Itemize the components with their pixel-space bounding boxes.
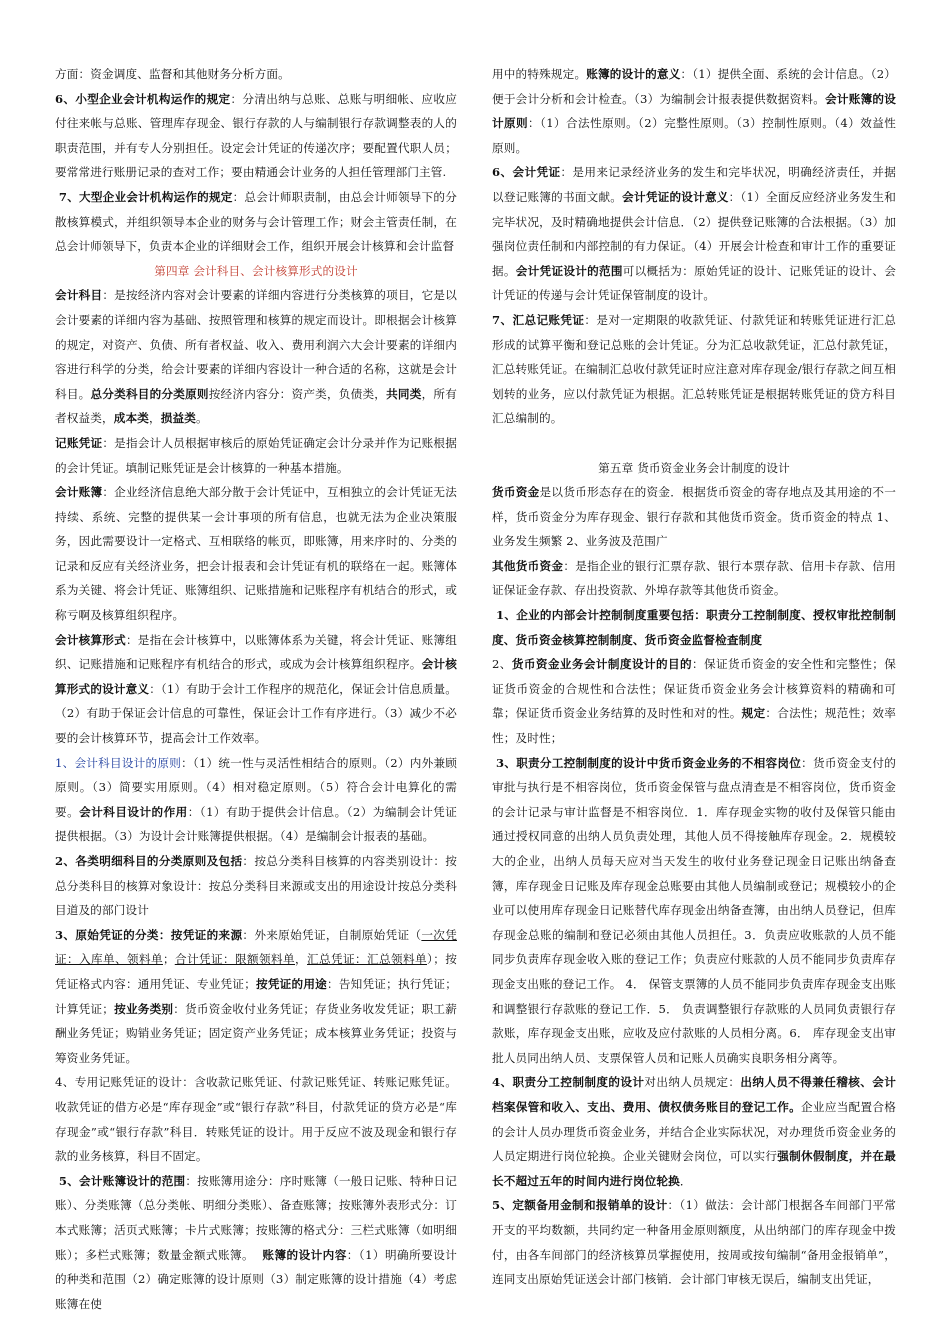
term: 规定: [741, 706, 766, 721]
paragraph: [55, 751, 457, 849]
term: 按业务类别: [114, 1001, 174, 1016]
paragraph: [492, 160, 896, 308]
text: 对出纳人员规定：: [644, 1075, 741, 1090]
term: 损益类: [160, 411, 196, 426]
left-column: [55, 62, 457, 1316]
paragraph: [55, 628, 457, 751]
term: 3、原始凭证的分类：按凭证的来源: [55, 927, 243, 942]
paragraph: [492, 480, 896, 554]
term: 会计核算形式的设计意义: [55, 657, 458, 696]
term: 账簿的设计内容: [262, 1247, 347, 1262]
term: 会计账簿的设计原则: [492, 91, 896, 131]
paragraph: [55, 283, 457, 431]
text: ：（1）提供全面、系统的会计信息。（2）便于会计分析和会计检查。（3）为编制会计报表提供数据资料。: [492, 67, 897, 106]
paragraph: [55, 1169, 457, 1317]
term: 账簿的设计的意义: [586, 67, 681, 81]
text: ）；按凭证格式内容：通用凭证、专业凭证；: [55, 952, 457, 991]
underlined-text: 一次凭证：入库单、领料单: [55, 927, 457, 967]
text: ：是对一定期限的收款凭证、付款凭证和转账凭证进行汇总形成的试算平衡和登记总账的会计凭证。分为汇总收款凭证，汇总付款凭证，汇总转账凭证。在编制汇总收付款凭证时应注意对库存现金/银行存款之间互相划转的业务，应以付款凭证为根据。汇总转账凭证是根据转账凭证的贷方科目汇总编制的。: [492, 312, 896, 426]
term: 会计账簿: [55, 485, 103, 500]
spacer: [492, 431, 896, 456]
term: 4、职责分工控制制度的设计: [492, 1075, 645, 1090]
text: ：（1）统一性与灵活性相结合的原则。（2）内外兼顾原则。（3）简要实用原则。（4）相对稳定原则。（5）符合会计电算化的需要。: [55, 755, 458, 819]
text: ：是指会计人员根据审核后的原始凭证确定会计分录并作为记账根据的会计凭证。填制记账凭证是会计核算的一种基本措施。: [55, 435, 457, 475]
paragraph: [492, 1193, 896, 1291]
term: 其他货币资金: [492, 558, 564, 573]
text: ：是指企业的银行汇票存款、银行本票存款、信用卡存款、信用证保证金存款、存出投资款、外埠存款等其他货币资金。: [492, 558, 897, 598]
paragraph: [492, 603, 896, 652]
text: ：保证货币资金的安全性和完整性；保证货币资金的合规性和合法性；保证货币资金业务会计核算资料的精确和可靠；保证货币资金业务结算的及时性和对的性。: [492, 657, 896, 721]
text: 企业应当配置合格的会计人员办理货币资金业务，并结合企业实际状况，对办理货币资金业务的人员定期进行岗位轮换。企业关键财会岗位，可以实行: [492, 1099, 896, 1164]
term: 7、大型企业会计机构运作的规定: [58, 189, 233, 204]
term: 强制休假制度，并在最长不超过五年的时间内进行岗位轮换: [492, 1149, 896, 1188]
paragraph: [55, 1070, 457, 1168]
term: 出纳人员不得兼任稽核、会计档案保管和收入、支出、费用、债权债务账目的登记工作。: [492, 1075, 897, 1114]
paragraph: [492, 308, 896, 431]
paragraph: [55, 849, 457, 923]
term: 按凭证的用途: [255, 976, 327, 991]
text: ：按账簿用途分：序时账簿（一般日记账、特种日记账）、分类账簿（总分类帐、明细分类账）、备查账簿；按账簿外表形式分：订本式账簿；活页式账簿；卡片式账簿；按账簿的格式分：三栏式账簿（如明细账）；多栏式账簿；数量金额式账簿。: [55, 1173, 457, 1262]
text: ．: [679, 1173, 692, 1188]
term: 6、会计凭证: [492, 165, 561, 180]
text: ：外来原始凭证，自制原始凭证（: [242, 927, 422, 942]
text: 按经济内容分：资产类，负债类，: [208, 386, 387, 401]
text: ：按总分类科目核算的内容类别设计：按总分类科目的核算对象设计：按总分类科目来源或支出的用途设计按总分类科目道及的部门设计: [55, 854, 458, 918]
paragraph: [55, 87, 457, 185]
text: ，: [295, 952, 308, 967]
text: ：（1）全面反应经济业务发生和完毕状况，及时精确地提供会计信息．（2）提供登记账簿的合法根据。（3）加强岗位责任制和内部控制的有力保证。（4）开展会计检查和审计工作的重要证据。: [492, 189, 897, 278]
term: 会计凭证设计的范围: [515, 263, 623, 278]
paragraph: [55, 431, 457, 480]
chapter-heading: 第四章 会计科目、会计核算形式的设计: [154, 263, 358, 278]
text: ：（1）有助于提供会计信息。（2）为编制会计凭证提供根据。（3）为设计会计账簿提供根据。（4）是编制会计报表的基础。: [55, 804, 457, 844]
text: ；: [163, 952, 175, 967]
text: ：合法性；规范性；效率性；及时性；: [492, 706, 896, 746]
right-column: [492, 62, 896, 1292]
term: 1、企业的内部会计控制制度重要包括：职责分工控制制度、授权审批控制制度、货币资金核算控制制度、货币资金监督检查制度: [492, 608, 896, 647]
text: ：（1）合法性原则。（2）完整性原则。（3）控制性原则。（4）效益性原则。: [492, 116, 896, 155]
term: 会计核算形式: [55, 632, 126, 647]
text: 4、专用记账凭证的设计：含收款记账凭证、付款记账凭证、转账记账凭证。收款凭证的借方必是“库存现金”或“银行存款”科目，付款凭证的贷方必是“库存现金”或“银行存款”科目．转账凭证的设计。用于反应不波及现金和银行存款的业务核算，科目不固定。: [55, 1075, 457, 1164]
paragraph: [55, 923, 457, 1071]
paragraph: [492, 554, 896, 603]
underlined-text: 汇总凭证：汇总领料单: [307, 952, 428, 967]
term: 会计科目: [55, 288, 103, 303]
term: 记账凭证: [55, 435, 103, 450]
paragraph: [55, 185, 457, 259]
text: ：告知凭证；执行凭证；计算凭证；: [55, 976, 457, 1016]
text: 是以货币形态存在的资金．根据货币资金的寄存地点及其用途的不一样，货币资金分为库存现金、银行存款和其他货币资金。货币资金的特点 1、业务发生频繁 2、业务波及范围广: [492, 485, 896, 549]
term: 共同类: [386, 386, 422, 401]
paragraph: [492, 1070, 896, 1193]
text: ：分清出纳与总账、总账与明细帐、应收应付往来帐与总账、管理库存现金、银行存款的人与编制银行存款调整表的人的职责范围，并有专人分别担任。设定会计凭证的传递次序；要配置代职人员；要常常进行账册记录的查对工作；要由精通会计业务的人担任管理部门主管.: [55, 91, 457, 180]
text: 2、: [492, 657, 512, 672]
text: 可以概括为：原始凭证的设计、记账凭证的设计、会计凭证的传递与会计凭证保管制度的设计。: [492, 263, 896, 303]
text: 用中的特殊规定。: [492, 67, 587, 81]
paragraph: [492, 652, 896, 750]
text: ：是指在会计核算中，以账簿体系为关键，将会计凭证、账簿组织、记账措施和记账程序有机结合的形式，或成为会计核算组织程序。: [55, 632, 458, 672]
underlined-text: 合计凭证：限额领料单: [174, 952, 296, 967]
term: 2、各类明细科目的分类原则及包括: [55, 854, 243, 868]
text: ：企业经济信息绝大部分散于会计凭证中，互相独立的会计凭证无法持续、系统、完整的提供某一会计事项的所有信息，也就无法为企业决策服务，因此需要设计一定格式、互相联络的帐页，即账簿，用来序时的、分类的记录和反应有关经济业务，把会计报表和会计凭证有机的联络在一起。账簿体系为关键、将会计凭证、账簿组织、记账措施和记账程序有机结合的形式，或称亏啊及核算组织程序。: [55, 485, 457, 623]
term: 会计科目设计的作用: [79, 804, 188, 819]
text: ：（1）明确所要设计的种类和范围（2）确定账簿的设计原则（3）制定账簿的设计措施（4）考虑账簿在使: [55, 1247, 457, 1311]
text: 。: [195, 411, 208, 426]
term: 货币资金: [492, 485, 540, 500]
text: 方面：资金调度、监督和其他财务分析方面。: [55, 67, 290, 81]
text: ：（1）有助于会计工作程序的规范化，保证会计信息质量。（2）有助于保证会计信息的可靠性，保证会计工作有序进行。（3）减少不必要的会计核算环节，提高会计工作效率。: [55, 681, 457, 746]
term: 会计凭证的设计意义: [622, 189, 729, 204]
text: ，所有者权益类，: [55, 386, 457, 426]
paragraph: [55, 480, 457, 628]
term: 5、会计账簿设计的范围: [58, 1173, 186, 1188]
text: ：（1）做法：会计部门根据各车间部门平常开支的平均数额，共同约定一种备用金原则额度，从出纳部门的库存现金中拨付，由各车间部门的经济核算员掌握使用，按周或按旬编制“备用金报销单”，连同支出原始凭证送会计部门核销．会计部门审核无误后，编制支出凭证，: [492, 1198, 896, 1287]
term: 总分类科目的分类原则: [90, 386, 209, 401]
chapter-heading: 第五章 货币资金业务会计制度的设计: [598, 460, 790, 475]
term: 7、汇总记账凭证: [492, 312, 585, 327]
term: 货币资金业务会计制度设计的目的: [511, 657, 693, 672]
text: ：是按经济内容对会计要素的详细内容进行分类核算的项目，它是以会计要素的详细内容为基础、按照管理和核算的规定而设计。即根据会计核算的规定，对资产、负债、所有者权益、收入、费用利润六大会计要素的详细内容进行科学的分类，给会计要素的详细内容设计一种合适的名称，这就是会计科目。: [55, 288, 457, 401]
term: 6、小型企业会计机构运作的规定: [55, 91, 231, 106]
term-blue: 1、会计科目设计的原则: [55, 755, 182, 770]
paragraph: [492, 62, 896, 160]
paragraph: [55, 62, 457, 87]
text: ：货币资金支付的审批与执行是不相容岗位，货币资金保管与盘点清查是不相容岗位，货币资金的会计记录与审计监督是不相容岗位．1．库存现金实物的收付及保管只能由通过授权同意的出纳人员负责处理，其他人员不得接触库存现金。2．规模较大的企业，出纳人员每天应对当天发生的收付业务登记现金日记账出纳备查簿，库存现金日记账及库存现金总账要由其他人员编制或登记；规模较小的企业可以使用库存现金日记账替代库存现金出纳备查簿，由出纳人员登记，但库存现金总账的编制和登记必须由其他人员担任。3．负责应收账款的人员不能同步负责库存现金收入账的登记工作；负责应付账款的人员不能同步负责库存现金支出账的登记工作。 4． 保管支票簿的人员不能同步负责库存现金支出账和调整银行存款账的登记工作．5． 负责调整银行存款账的人员同负责银行存款账，库存现金支出账，应收及应付款账的人员相分离。6． 库存现金支出审批人员同出纳人员、支票保管人员和记账人员确实良职务相分离等。: [492, 755, 896, 1065]
text: ：货币资金收付业务凭证；存货业务收发凭证；职工薪酬业务凭证；购销业务凭证；固定资产业务凭证；成本核算业务凭证；投资与筹资业务凭证。: [55, 1001, 457, 1065]
term: 成本类: [113, 411, 149, 426]
paragraph: [492, 751, 896, 1071]
term: 5、定额备用金制和报销单的设计: [492, 1198, 668, 1213]
text: ：总会计师职责制，由总会计师领导下的分散核算模式，并组织领导本企业的财务与会计管理工作；财会主管责任制，在总会计师领导下，负责本企业的详细财会工作，组织开展会计核算和会计监督: [55, 189, 457, 254]
text: ：是用来记录经济业务的发生和完毕状况，明确经济责任，并据以登记账簿的书面文献。: [492, 165, 897, 204]
term: 3、职责分工控制制度的设计中货币资金业务的不相容岗位: [495, 755, 802, 770]
text: ，: [148, 411, 161, 426]
